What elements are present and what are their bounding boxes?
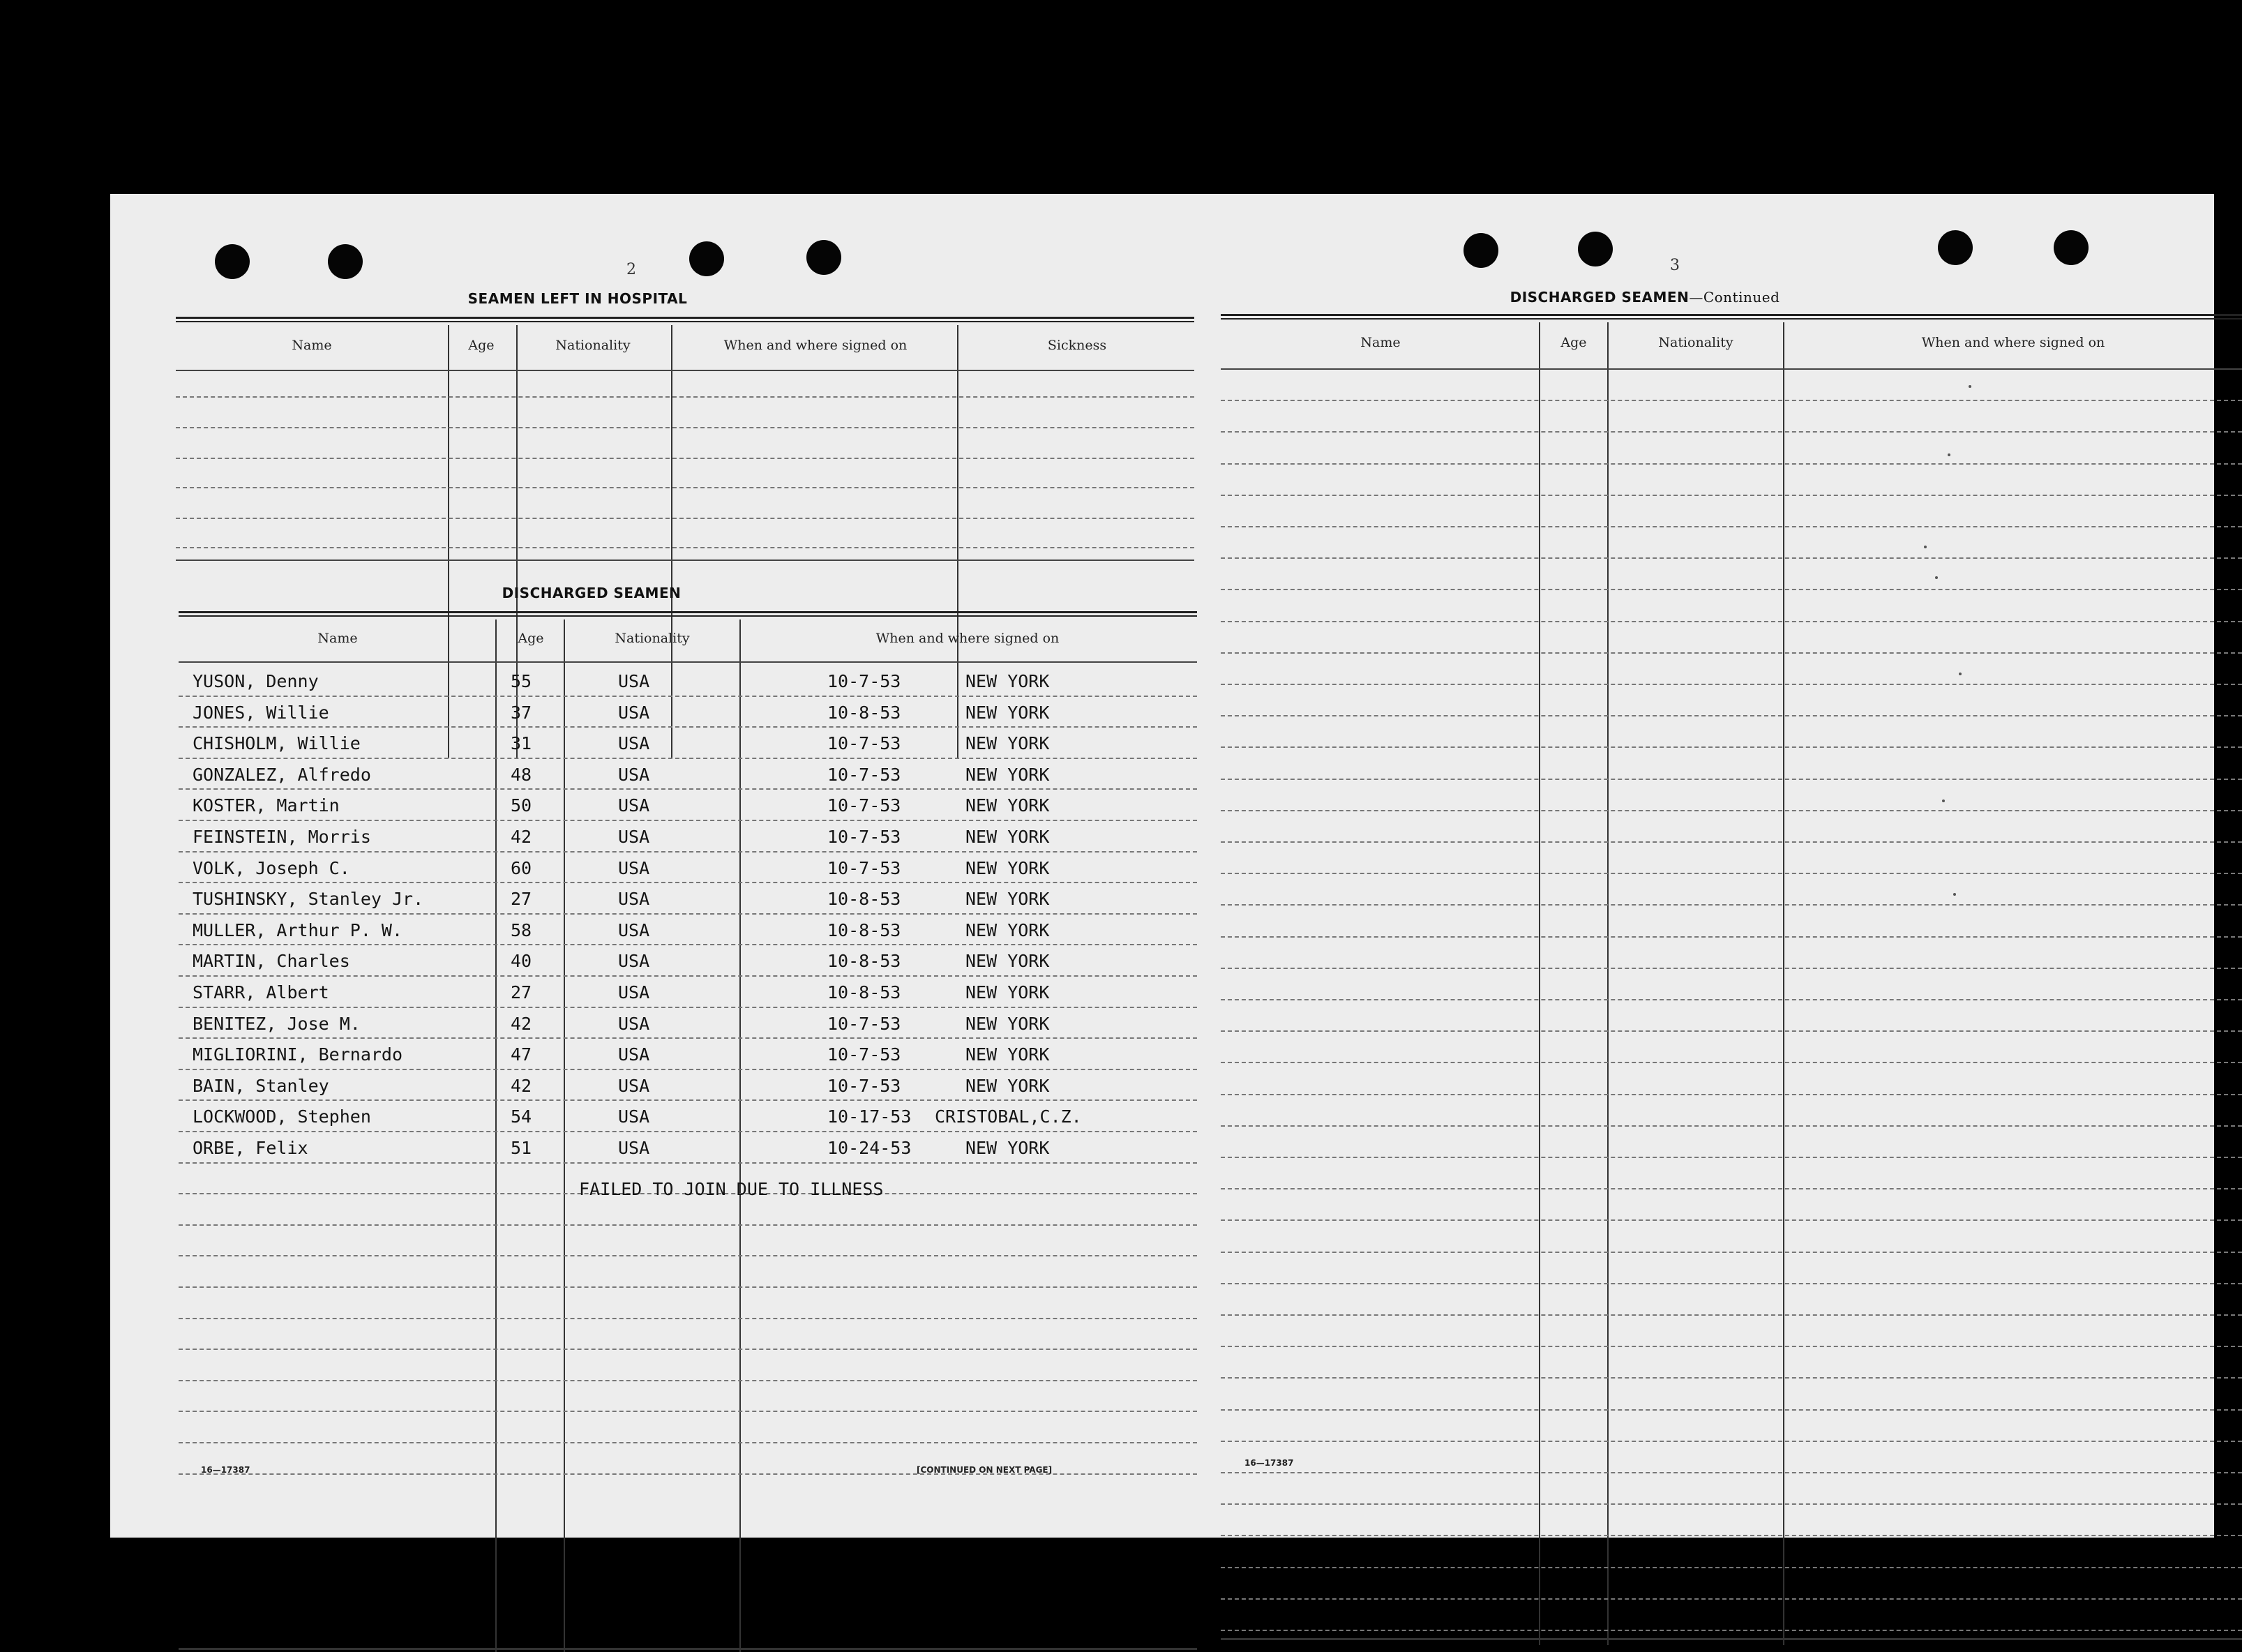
seaman-name: STARR, Albert (193, 982, 329, 1003)
row-line (1221, 1535, 2242, 1536)
paper-speck (1924, 546, 1927, 548)
hospital-top-rule (176, 321, 1194, 322)
continued-col-name: Name (1360, 335, 1401, 350)
seaman-age: 47 (511, 1044, 532, 1065)
continued-top-rule (1221, 314, 2242, 316)
hospital-section-title: SEAMEN LEFT IN HOSPITAL (467, 290, 688, 307)
row-line (179, 1318, 1197, 1319)
signed-on-place: NEW YORK (965, 1138, 1050, 1158)
signed-on-date: 10-7-53 (827, 858, 901, 878)
column-divider (1607, 322, 1609, 1645)
signed-on-date: 10-7-53 (827, 733, 901, 753)
signed-on-place: NEW YORK (965, 827, 1050, 847)
signed-on-date: 10-17-53 (827, 1106, 912, 1127)
seaman-age: 55 (511, 671, 532, 691)
signed-on-place: NEW YORK (965, 1014, 1050, 1034)
seaman-name: BAIN, Stanley (193, 1076, 329, 1096)
table-bottom-rule (179, 1648, 1197, 1650)
hospital-col-name: Name (292, 338, 332, 353)
row-line (176, 396, 1194, 398)
column-divider (957, 325, 958, 758)
row-line (179, 913, 1197, 915)
seaman-age: 48 (511, 765, 532, 785)
seaman-age: 60 (511, 858, 532, 878)
seaman-nationality: USA (618, 889, 650, 909)
row-line (1221, 1094, 2242, 1095)
discharged-col-when-where: When and where signed on (875, 631, 1060, 646)
seaman-name: FEINSTEIN, Morris (193, 827, 371, 847)
seaman-nationality: USA (618, 858, 650, 878)
row-line (179, 1349, 1197, 1350)
hospital-col-when-where: When and where signed on (723, 338, 908, 353)
row-line (1221, 526, 2242, 527)
row-line (179, 1380, 1197, 1381)
continued-title-suffix: —Continued (1689, 289, 1780, 306)
form-number: 16—17387 (201, 1465, 250, 1475)
row-line (1221, 1630, 2242, 1631)
seaman-nationality: USA (618, 982, 650, 1003)
signed-on-date: 10-7-53 (827, 827, 901, 847)
paper-speck (1953, 893, 1956, 896)
column-divider (516, 325, 518, 758)
row-line (179, 820, 1197, 821)
row-line (176, 458, 1194, 459)
column-divider (495, 620, 497, 1652)
signed-on-place: NEW YORK (965, 982, 1050, 1003)
seaman-age: 27 (511, 889, 532, 909)
discharged-col-nationality: Nationality (615, 631, 690, 646)
row-line (1221, 746, 2242, 748)
seaman-name: YUSON, Denny (193, 671, 319, 691)
paper-speck (1942, 799, 1945, 802)
seaman-name: VOLK, Joseph C. (193, 858, 350, 878)
seaman-name: MIGLIORINI, Bernardo (193, 1044, 403, 1065)
discharged-top-rule (179, 611, 1197, 613)
seaman-age: 50 (511, 795, 532, 816)
column-divider (739, 620, 741, 1652)
signed-on-date: 10-7-53 (827, 795, 901, 816)
seaman-name: BENITEZ, Jose M. (193, 1014, 361, 1034)
row-line (1221, 968, 2242, 969)
row-line (1221, 1441, 2242, 1442)
signed-on-date: 10-8-53 (827, 951, 901, 971)
seaman-nationality: USA (618, 1106, 650, 1127)
row-line (1221, 1377, 2242, 1379)
seaman-name: GONZALEZ, Alfredo (193, 765, 371, 785)
punch-hole (2054, 230, 2089, 265)
seaman-nationality: USA (618, 827, 650, 847)
column-divider (1783, 322, 1784, 1645)
signed-on-place: NEW YORK (965, 703, 1050, 723)
row-line (179, 851, 1197, 853)
row-line (1221, 431, 2242, 433)
row-line (179, 696, 1197, 697)
signed-on-date: 10-7-53 (827, 671, 901, 691)
signed-on-date: 10-7-53 (827, 1044, 901, 1065)
row-line (179, 1131, 1197, 1132)
signed-on-date: 10-24-53 (827, 1138, 912, 1158)
column-divider (671, 325, 672, 758)
seaman-nationality: USA (618, 1044, 650, 1065)
row-line (1221, 589, 2242, 590)
row-line (1221, 1219, 2242, 1221)
row-line (179, 1411, 1197, 1412)
signed-on-place: NEW YORK (965, 951, 1050, 971)
signed-on-place: NEW YORK (965, 733, 1050, 753)
seaman-nationality: USA (618, 671, 650, 691)
punch-hole (1938, 230, 1973, 265)
row-line (179, 1162, 1197, 1164)
row-line (179, 975, 1197, 977)
row-line (176, 487, 1194, 488)
paper-speck (1948, 453, 1950, 456)
hospital-top-rule (176, 317, 1194, 319)
seaman-nationality: USA (618, 1014, 650, 1034)
hospital-col-age: Age (468, 338, 495, 353)
paper-speck (1969, 385, 1971, 388)
row-line (179, 758, 1197, 759)
seaman-name: MULLER, Arthur P. W. (193, 920, 403, 940)
row-line (176, 547, 1194, 548)
seaman-age: 42 (511, 827, 532, 847)
row-line (1221, 495, 2242, 496)
row-line (1221, 810, 2242, 811)
row-line (1221, 1503, 2242, 1505)
row-line (176, 427, 1194, 428)
seaman-nationality: USA (618, 765, 650, 785)
row-line (1221, 873, 2242, 874)
row-line (1221, 652, 2242, 654)
row-line (1221, 1125, 2242, 1127)
punch-hole (328, 244, 363, 279)
row-line (1221, 1188, 2242, 1189)
seaman-nationality: USA (618, 1138, 650, 1158)
table-bottom-rule (1221, 1638, 2242, 1640)
page-number: 3 (1670, 257, 1680, 274)
punch-hole (806, 240, 841, 275)
signed-on-date: 10-8-53 (827, 889, 901, 909)
row-line (179, 726, 1197, 728)
row-line (1221, 1346, 2242, 1347)
row-line (1221, 1314, 2242, 1316)
row-line (1221, 1157, 2242, 1158)
signed-on-date: 10-8-53 (827, 920, 901, 940)
row-line (179, 1442, 1197, 1443)
punch-hole (215, 244, 250, 279)
punch-hole (1464, 233, 1498, 268)
seaman-nationality: USA (618, 733, 650, 753)
signed-on-place: NEW YORK (965, 1076, 1050, 1096)
row-line (176, 370, 1194, 371)
signed-on-place: NEW YORK (965, 1044, 1050, 1065)
continued-col-nationality: Nationality (1658, 335, 1733, 350)
row-line (1221, 841, 2242, 843)
punch-hole (689, 241, 724, 276)
signed-on-date: 10-8-53 (827, 703, 901, 723)
row-line (1221, 936, 2242, 938)
seaman-age: 31 (511, 733, 532, 753)
row-line (179, 1255, 1197, 1256)
hospital-col-nationality: Nationality (555, 338, 631, 353)
continued-section-title (1457, 289, 1833, 306)
row-line (1221, 904, 2242, 906)
row-line (1221, 1062, 2242, 1063)
discharged-col-age: Age (518, 631, 544, 646)
row-line (1221, 779, 2242, 780)
row-line (1221, 1409, 2242, 1411)
continued-col-when-where: When and where signed on (1921, 335, 2105, 350)
row-line (1221, 621, 2242, 622)
signed-on-place: NEW YORK (965, 795, 1050, 816)
row-line (179, 1007, 1197, 1008)
row-line (179, 882, 1197, 883)
seaman-nationality: USA (618, 1076, 650, 1096)
row-line (1221, 557, 2242, 559)
row-line (179, 1037, 1197, 1039)
seaman-age: 51 (511, 1138, 532, 1158)
row-line (179, 1224, 1197, 1226)
signed-on-date: 10-8-53 (827, 982, 901, 1003)
row-line (1221, 1283, 2242, 1284)
seaman-age: 40 (511, 951, 532, 971)
row-line (1221, 715, 2242, 716)
row-line (179, 1099, 1197, 1101)
signed-on-place: NEW YORK (965, 765, 1050, 785)
seaman-name: CHISHOLM, Willie (193, 733, 361, 753)
seaman-name: LOCKWOOD, Stephen (193, 1106, 371, 1127)
form-number: 16—17387 (1244, 1458, 1294, 1468)
signed-on-date: 10-7-53 (827, 1076, 901, 1096)
row-line (1221, 368, 2242, 370)
seaman-name: TUSHINSKY, Stanley Jr. (193, 889, 424, 909)
record-sheet (110, 194, 2214, 1538)
column-divider (564, 620, 565, 1652)
punch-hole (1578, 232, 1613, 266)
paper-speck (1935, 576, 1938, 579)
signed-on-date: 10-7-53 (827, 765, 901, 785)
seaman-name: KOSTER, Martin (193, 795, 340, 816)
column-divider (448, 325, 449, 758)
seaman-age: 42 (511, 1076, 532, 1096)
continued-title-main: DISCHARGED SEAMEN (1510, 289, 1690, 306)
paper-speck (1959, 673, 1962, 675)
row-line (179, 944, 1197, 945)
row-line (1221, 1030, 2242, 1032)
column-divider (1539, 322, 1540, 1645)
row-line (179, 1286, 1197, 1288)
seaman-age: 42 (511, 1014, 532, 1034)
signed-on-place: NEW YORK (965, 920, 1050, 940)
signed-on-place: NEW YORK (965, 889, 1050, 909)
seaman-age: 37 (511, 703, 532, 723)
page-number: 2 (626, 261, 636, 278)
continued-top-rule (1221, 318, 2242, 320)
seaman-name: JONES, Willie (193, 703, 329, 723)
row-line (179, 661, 1197, 663)
seaman-age: 58 (511, 920, 532, 940)
seaman-nationality: USA (618, 795, 650, 816)
row-line (1221, 1567, 2242, 1568)
discharged-top-rule (179, 615, 1197, 617)
continued-note: [CONTINUED ON NEXT PAGE] (917, 1465, 1053, 1475)
continued-col-age: Age (1560, 335, 1587, 350)
row-line (1221, 1252, 2242, 1253)
seaman-nationality: USA (618, 920, 650, 940)
row-line (176, 560, 1194, 561)
signed-on-place: CRISTOBAL,C.Z. (935, 1106, 1082, 1127)
row-line (1221, 1598, 2242, 1600)
row-line (1221, 400, 2242, 401)
seaman-nationality: USA (618, 951, 650, 971)
seaman-age: 54 (511, 1106, 532, 1127)
seaman-age: 27 (511, 982, 532, 1003)
row-line (1221, 999, 2242, 1000)
row-line (1221, 1472, 2242, 1473)
failed-to-join-note: FAILED TO JOIN DUE TO ILLNESS (579, 1179, 884, 1199)
seaman-name: MARTIN, Charles (193, 951, 350, 971)
signed-on-date: 10-7-53 (827, 1014, 901, 1034)
discharged-section-title: DISCHARGED SEAMEN (502, 585, 682, 601)
row-line (1221, 463, 2242, 465)
row-line (179, 788, 1197, 790)
hospital-col-sickness: Sickness (1047, 338, 1107, 353)
row-line (179, 1069, 1197, 1070)
discharged-col-name: Name (317, 631, 358, 646)
signed-on-place: NEW YORK (965, 858, 1050, 878)
row-line (176, 518, 1194, 519)
seaman-nationality: USA (618, 703, 650, 723)
seaman-name: ORBE, Felix (193, 1138, 308, 1158)
row-line (1221, 684, 2242, 685)
signed-on-place: NEW YORK (965, 671, 1050, 691)
